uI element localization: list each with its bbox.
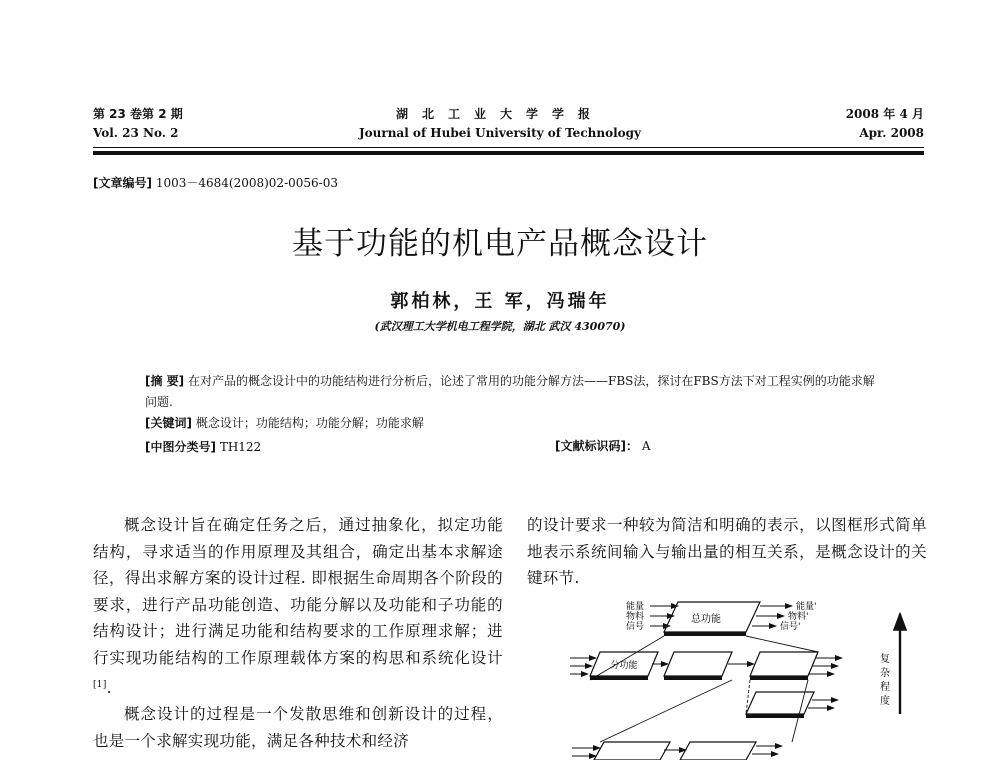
complexity-label-3: 程: [880, 682, 890, 693]
doc-code-label: [文献标识码]：: [555, 439, 638, 453]
body-paragraph-1-end: .: [106, 678, 112, 697]
journal-en: Journal of Hubei University of Technology: [358, 126, 642, 140]
output-energy-label: 能量': [796, 602, 817, 612]
complexity-label-4: 度: [880, 696, 890, 707]
decomposition-line-lower-left: [600, 680, 732, 742]
classification-label: [中图分类号]: [145, 440, 216, 454]
abstract-label: [摘 要]: [145, 374, 185, 388]
body-paragraph-1: [93, 512, 503, 701]
total-function-label: 总功能: [691, 614, 721, 625]
decomposition-line-right: [746, 636, 818, 652]
input-material-label: 物料: [625, 612, 644, 622]
input-signal-label: 信号: [625, 622, 644, 632]
issue-cn: 第 23 卷第 2 期: [93, 107, 183, 121]
classification-value: TH122: [219, 440, 262, 454]
header-rule-thick: [93, 151, 924, 155]
sub-function-box-1-edge: [590, 676, 648, 680]
journal-cn: 湖北工业大学学报: [395, 107, 604, 121]
abstract: [145, 371, 885, 413]
abstract-text: 在对产品的概念设计中的功能结构进行分析后，论述了常用的功能分解方法——FBS法，探讨在FBS方法下对工程实例的功能求解问题.: [145, 374, 875, 409]
body-left-column: [93, 512, 503, 755]
complexity-label-1: 复: [880, 654, 890, 665]
body-paragraph-2: 概念设计的过程是一个发散思维和创新设计的过程，也是一个求解实现功能，满足各种技术和经济: [93, 705, 503, 750]
body-right-column: [527, 512, 927, 592]
doc-code-value: A: [641, 439, 651, 453]
date-en: Apr. 2008: [859, 126, 924, 140]
sub-function-box-2: [664, 652, 732, 676]
date-cn: 2008 年 4 月: [845, 107, 924, 121]
article-number: [93, 174, 338, 191]
output-signal-label: 信号': [780, 622, 801, 632]
article-number-label: [文章编号]: [93, 176, 152, 190]
issue-en: Vol. 23 No. 2: [93, 126, 179, 140]
body-right-paragraph: 的设计要求一种较为简洁和明确的表示，以图框形式简单地表示系统间输入与输出量的相互关系，是概念设计的关键环节.: [527, 516, 927, 588]
output-material-label: 物料': [788, 612, 809, 622]
complexity-label-2: 杂: [880, 668, 890, 679]
keywords: [145, 413, 885, 434]
sub-function-box-2-edge: [664, 676, 722, 680]
sub-function-box-4-edge: [746, 714, 804, 718]
doc-code: [555, 437, 650, 454]
paper-affiliation: (武汉理工大学机电工程学院，湖北 武汉 430070): [374, 320, 626, 333]
keywords-label: [关键词]: [145, 416, 192, 430]
sub-function-box-5: [594, 742, 670, 760]
body-paragraph-1-text: 概念设计旨在确定任务之后，通过抽象化，拟定功能结构，寻求适当的作用原理及其组合，确定出基本求解途径，得出求解方案的设计过程. 即根据生命周期各个阶段的要求，进行产品功能创造、功能分解以及功能和子功能的结构设计；进行满足功能和结构要求的工作原理求解；进行实现功能结构的工作原理载体方案的构思和系统化设计: [93, 516, 503, 667]
sub-function-box-3-edge: [750, 676, 808, 680]
keywords-text: 概念设计；功能结构；功能分解；功能求解: [195, 416, 424, 430]
paper-title: 基于功能的机电产品概念设计: [292, 226, 708, 262]
article-number-value: 1003－4684(2008)02-0056-03: [155, 176, 338, 190]
paper-authors: 郭柏林，王 军，冯瑞年: [390, 291, 610, 312]
citation-ref: [1]: [93, 679, 107, 690]
sub-function-box-3: [750, 652, 818, 676]
function-decomposition-figure: [560, 596, 920, 760]
input-energy-label: 能量: [625, 602, 644, 612]
classification: [145, 437, 885, 458]
sub-function-box-6: [680, 742, 756, 760]
sub-function-label: 分功能: [610, 661, 638, 671]
total-function-box-edge: [664, 632, 746, 636]
header-rule-thin: [93, 147, 924, 148]
